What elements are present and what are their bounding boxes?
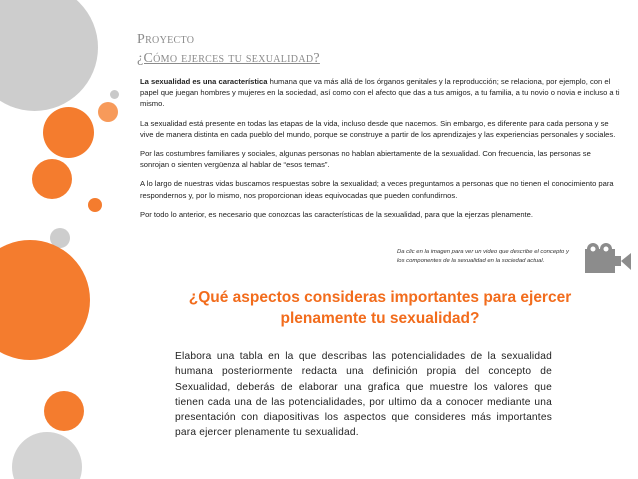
question-heading: ¿Qué aspectos consideras importantes para ejercer plenamente tu sexualidad?: [188, 289, 572, 327]
title-line-2: ¿Cómo ejerces tu sexualidad?: [137, 51, 320, 66]
decorative-circle-large-gray: [0, 0, 98, 111]
paragraph-5: Por todo lo anterior, es necesario que conozcas las características de la sexualidad, para que la ejerzas plenamente.: [140, 209, 533, 219]
decorative-circle-large-orange: [43, 107, 94, 158]
paragraph-1-rest: humana que va más allá de los órganos genitales y la reproducción; se relaciona, por ejemplo, con el papel que juegan hombres y mujeres en la sociedad, así como con el afecto que das a tus amigos, a tu familia, a tu novio o novia e incluso a ti mismo.: [140, 77, 620, 109]
decorative-circle-big-orange: [0, 240, 90, 360]
decorative-circle-tiny-orange: [88, 198, 102, 212]
paragraph-2: La sexualidad está presente en todas las etapas de la vida, incluso desde que nacemos. Sin embargo, es diferente para cada persona y se vive de manera distinta en cada pueblo del mundo, porque se construye a partir de los aprendizajes y las experiencias personales y sociales.: [140, 118, 616, 139]
title-line-1: Proyecto: [137, 32, 195, 47]
decorative-circle-orange-lower: [44, 391, 84, 431]
paragraph-1-bold: La sexualidad es una característica: [140, 77, 268, 86]
decorative-circle-bottom-gray: [12, 432, 82, 479]
video-camera-icon[interactable]: [583, 242, 633, 276]
slide-title: [137, 30, 320, 68]
decorative-circle-small-gray: [110, 90, 119, 99]
paragraph-4: A lo largo de nuestras vidas buscamos respuestas sobre la sexualidad; a veces preguntamos a personas que no tienen el conocimiento para respondernos y, por lo mismo, nos proporcionan ideas equivocadas que pueden confundirnos.: [140, 179, 614, 200]
paragraph-3: Por las costumbres familiares y sociales, algunas personas no hablan abiertamente de la sexualidad. Con frecuencia, las personas se sonrojan o sienten vergüenza al hablar de “esos temas”.: [140, 149, 591, 170]
video-note: Da clic en la imagen para ver un video que describe el concepto y los componentes de la sexualidad en la sociedad actual.: [397, 249, 569, 264]
body-text: [140, 76, 620, 228]
instructions-text: Elabora una tabla en la que describas las potencialidades de la sexualidad humana posteriormente redacta una definición propia del concepto de Sexualidad, deberás de elaborar una grafica que muestre los valores que tienen cada una de las potencialidades, por ultimo da a conocer mediante una presentación con diapositivas los aspectos que consideres más importantes para ejercer plenamente tu sexualidad.: [175, 351, 552, 439]
paragraph-1: [140, 76, 620, 110]
decorative-circle-medium-orange: [32, 159, 72, 199]
decorative-circle-small-orange: [98, 102, 118, 122]
